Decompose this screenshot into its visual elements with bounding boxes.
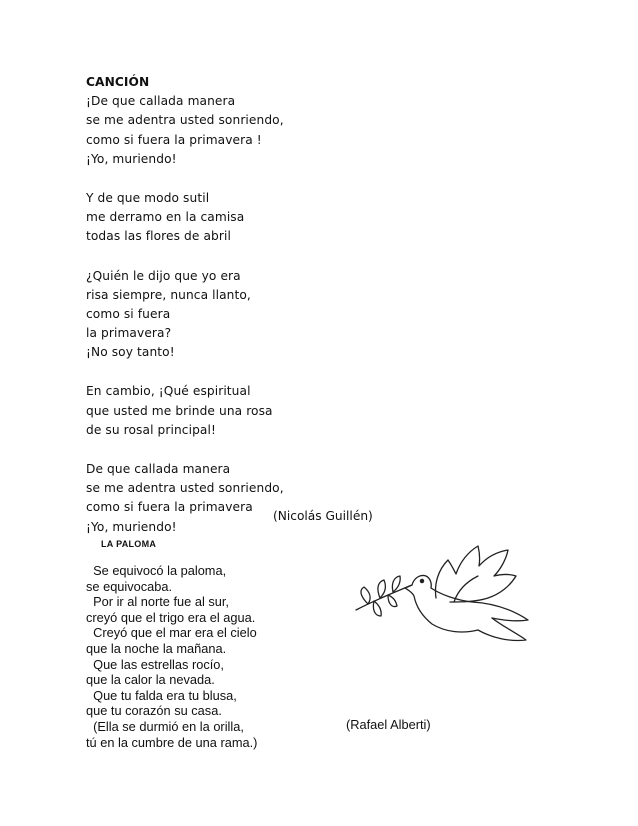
poem-line: tú en la cumbre de una rama.)	[86, 734, 258, 750]
poem-line: que la calor la nevada.	[86, 672, 215, 688]
poem-line: como si fuera la primavera	[86, 500, 253, 515]
poem-line: que tu corazón su casa.	[86, 703, 222, 719]
poem-line: se me adentra usted sonriendo,	[86, 481, 284, 496]
poem-line: la primavera?	[86, 326, 172, 341]
poem-line: como si fuera	[86, 306, 171, 321]
poem-la-paloma	[86, 563, 346, 750]
dove-with-olive-branch-icon	[350, 540, 540, 665]
poem-line: Que tu falda era tu blusa,	[86, 687, 237, 703]
poem-line: ¡No soy tanto!	[86, 345, 175, 360]
poem-line: Creyó que el mar era el cielo	[86, 625, 257, 641]
poem-line: ¡Yo, muriendo!	[86, 519, 177, 534]
poem-line: risa siempre, nunca llanto,	[86, 287, 251, 302]
poem-line: Que las estrellas rocío,	[86, 656, 224, 672]
poem-line: ¿Quién le dijo que yo era	[86, 268, 241, 283]
poem-line: que usted me brinde una rosa	[86, 403, 273, 418]
poem-line: ¡De que callada manera	[86, 94, 236, 109]
poem-line: se equivocaba.	[86, 578, 173, 594]
poem-line: (Ella se durmió en la orilla,	[86, 718, 244, 734]
poem-line: todas las flores de abril	[86, 229, 231, 244]
poem-line: Y de que modo sutil	[86, 190, 210, 205]
poem-line: que la noche la mañana.	[86, 640, 227, 656]
poem-title-la-paloma: LA PALOMA	[101, 539, 157, 549]
poem-line: Por ir al norte fue al sur,	[86, 594, 229, 610]
poem-cancion	[86, 73, 406, 537]
poem-line: creyó que el trigo era el agua.	[86, 609, 256, 625]
stanza-gap	[86, 247, 406, 267]
poem-line: En cambio, ¡Qué espiritual	[86, 384, 251, 399]
poem-author-alberti: (Rafael Alberti)	[346, 717, 431, 732]
poem-line: Se equivocó la paloma,	[86, 563, 227, 578]
stanza-gap	[86, 362, 406, 382]
poem-title: CANCIÓN	[86, 75, 150, 89]
poem-line: de su rosal principal!	[86, 422, 216, 437]
poem-line: ¡Yo, muriendo!	[86, 151, 177, 166]
poem-line: como si fuera la primavera !	[86, 132, 262, 147]
stanza-gap	[86, 169, 406, 189]
poem-author: (Nicolás Guillén)	[273, 509, 373, 523]
stanza-gap	[86, 440, 406, 460]
poem-line: se me adentra usted sonriendo,	[86, 113, 284, 128]
poem-line: De que callada manera	[86, 462, 231, 476]
poem-line: me derramo en la camisa	[86, 210, 245, 225]
poem-stanzas	[86, 92, 406, 537]
